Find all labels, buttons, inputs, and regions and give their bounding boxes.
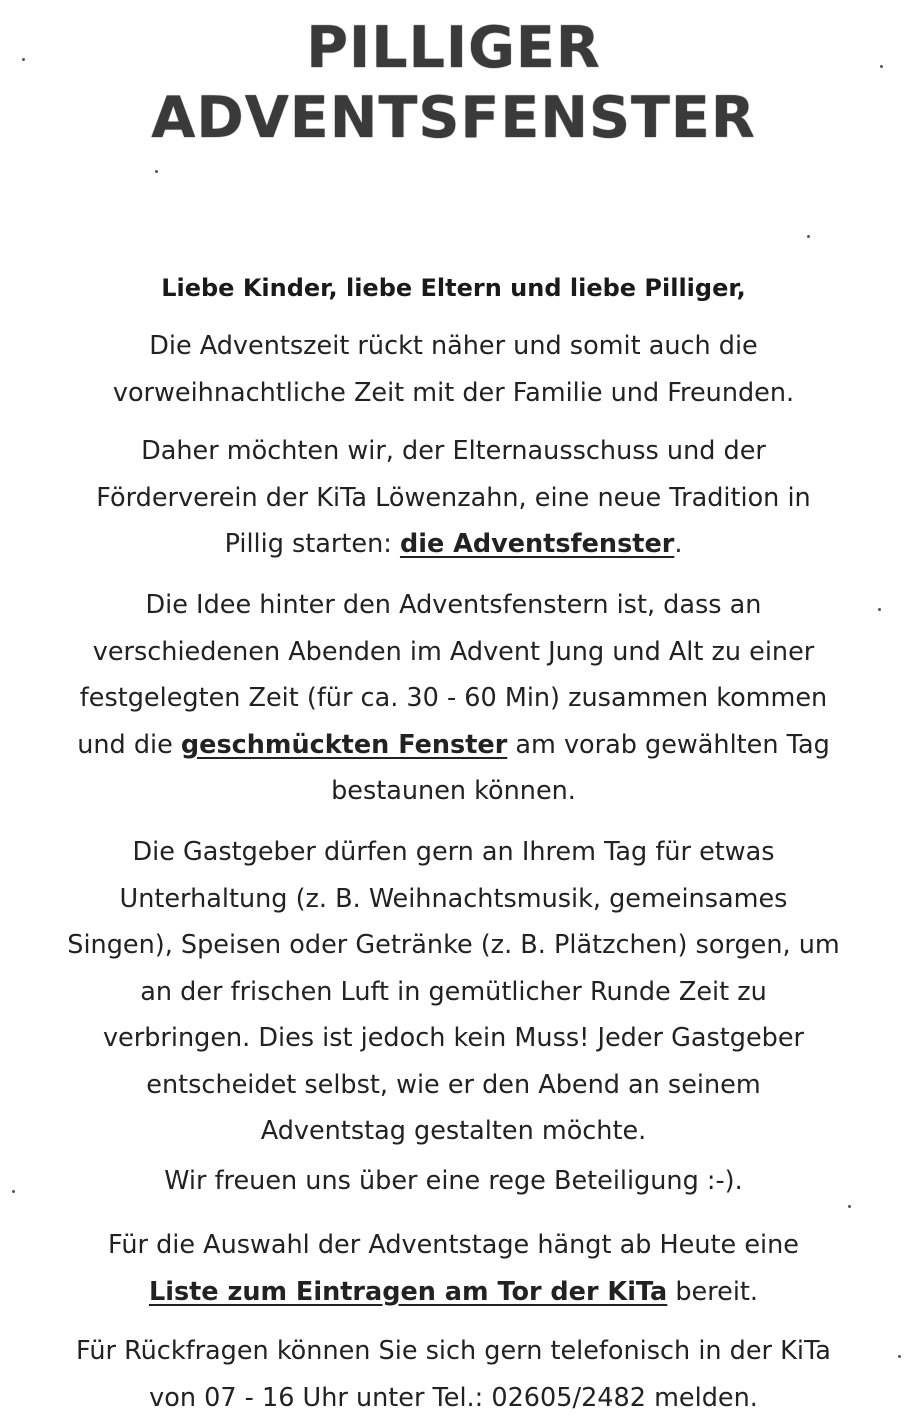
highlight-geschmueckte-fenster: geschmückten Fenster: [180, 729, 508, 760]
line-text: bereit.: [667, 1276, 759, 1307]
paragraph-line: Für die Auswahl der Adventstage hängt ab Heute eine: [108, 1230, 799, 1260]
paragraph-line: bestaunen können.: [331, 776, 576, 806]
paragraph-line: Wir freuen uns über eine rege Beteiligung :-).: [164, 1166, 743, 1196]
line-text: Pillig starten:: [224, 529, 400, 559]
scan-speck: [155, 170, 158, 173]
paragraph-list: [0, 1222, 907, 1315]
paragraph-idea: [0, 582, 907, 815]
scan-speck: [807, 235, 810, 238]
paragraph-line: verbringen. Dies ist jedoch kein Muss! Jeder Gastgeber: [102, 1023, 805, 1053]
greeting: Liebe Kinder, liebe Eltern und liebe Pilliger,: [161, 274, 746, 302]
paragraph-line: festgelegten Zeit (für ca. 30 - 60 Min) zusammen kommen: [79, 683, 828, 713]
paragraph-line: Daher möchten wir, der Elternausschuss und der: [141, 436, 766, 466]
paragraph-line: [0, 722, 907, 769]
paragraph-line: Die Idee hinter den Adventsfenstern ist, dass an: [145, 590, 762, 620]
paragraph-line: von 07 - 16 Uhr unter Tel.: 02605/2482 melden.: [149, 1382, 758, 1413]
scan-speck: [880, 65, 883, 68]
line-text: am vorab gewählten Tag: [507, 729, 830, 760]
paragraph-line: Die Adventszeit rückt näher und somit auch die: [149, 331, 758, 361]
paragraph-line: an der frischen Luft in gemütlicher Runde Zeit zu: [140, 976, 767, 1007]
line-text: und die: [77, 729, 181, 760]
scan-speck: [22, 58, 25, 61]
line-text: .: [674, 529, 683, 559]
paragraph-line: entscheidet selbst, wie er den Abend an seinem: [146, 1069, 761, 1100]
paragraph-tradition: [0, 428, 907, 568]
title-line-2: ADVENTSFENSTER: [151, 85, 756, 151]
paragraph-hosts: [0, 829, 907, 1155]
paragraph-line: [0, 521, 907, 568]
paragraph-intro: [0, 323, 907, 416]
paragraph-line: [0, 1269, 907, 1316]
paragraph-line: verschiedenen Abenden im Advent Jung und Alt zu einer: [92, 636, 815, 667]
scan-speck: [898, 1355, 901, 1358]
title-line-1: PILLIGER: [306, 15, 601, 81]
paragraph-line: Die Gastgeber dürfen gern an Ihrem Tag für etwas: [132, 837, 775, 867]
highlight-adventsfenster: die Adventsfenster: [399, 529, 675, 559]
highlight-liste: Liste zum Eintragen am Tor der KiTa: [148, 1276, 668, 1307]
scan-speck: [878, 608, 881, 611]
paragraph-line: vorweihnachtliche Zeit mit der Familie und Freunden.: [112, 377, 795, 408]
paragraph-contact: [0, 1328, 907, 1421]
paragraph-line: Singen), Speisen oder Getränke (z. B. Plätzchen) sorgen, um: [67, 930, 840, 960]
paragraph-participation: [0, 1158, 907, 1205]
scan-speck: [12, 1190, 15, 1193]
paragraph-line: Unterhaltung (z. B. Weihnachtsmusik, gemeinsames: [119, 883, 788, 914]
paragraph-line: Für Rückfragen können Sie sich gern telefonisch in der KiTa: [76, 1336, 831, 1366]
paragraph-line: Adventstag gestalten möchte.: [260, 1116, 647, 1146]
scan-speck: [848, 1205, 851, 1208]
paragraph-line: Förderverein der KiTa Löwenzahn, eine neue Tradition in: [96, 482, 811, 513]
